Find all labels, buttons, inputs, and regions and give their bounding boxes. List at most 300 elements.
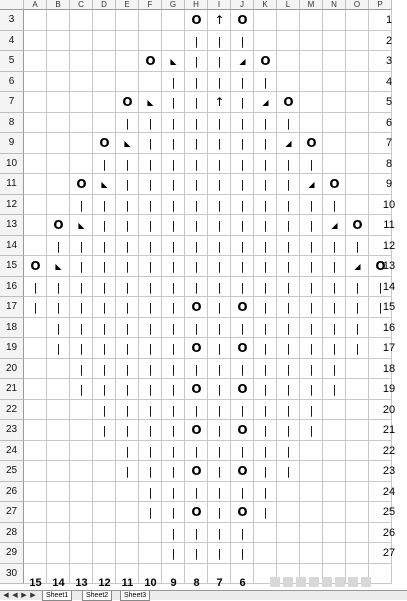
grid-cell[interactable] [47, 72, 70, 93]
knit-stitch-symbol: | [125, 321, 130, 335]
prev-sheet-nav-icon[interactable]: ◀ [12, 592, 18, 599]
knit-stitch-symbol: | [125, 280, 130, 294]
grid-cell[interactable] [70, 133, 93, 154]
row-header-18[interactable]: 18 [0, 318, 24, 339]
grid-cell[interactable] [24, 441, 47, 462]
grid-cell[interactable] [346, 441, 369, 462]
grid-cell[interactable] [47, 92, 70, 113]
knit-stitch-symbol: | [286, 342, 291, 355]
pattern-row-number: 23 [382, 465, 396, 477]
knit-stitch-symbol: | [263, 424, 268, 437]
grid-cell[interactable] [323, 31, 346, 52]
grid-cell[interactable] [24, 523, 47, 544]
column-header-m[interactable]: M [300, 0, 323, 10]
yarn-over-symbol: O [237, 423, 248, 437]
grid-cell[interactable] [116, 543, 139, 564]
yarn-over-symbol: O [237, 505, 248, 519]
grid-cell[interactable] [323, 523, 346, 544]
grid-cell[interactable] [369, 564, 392, 585]
watermark-blur [322, 577, 332, 587]
grid-cell[interactable] [93, 51, 116, 72]
grid-cell[interactable] [139, 72, 162, 93]
knit-stitch-symbol: | [217, 198, 222, 212]
knit-stitch-symbol: | [171, 116, 176, 130]
yarn-over-symbol: O [237, 464, 248, 478]
grid-cell[interactable] [93, 523, 116, 544]
yarn-over-symbol: O [306, 136, 317, 150]
grid-cell[interactable] [24, 10, 47, 31]
grid-cell[interactable] [346, 359, 369, 380]
grid-cell[interactable] [24, 543, 47, 564]
grid-cell[interactable] [47, 51, 70, 72]
knit-stitch-symbol: | [332, 383, 337, 396]
decrease-symbol: ◣ [55, 262, 62, 271]
row-header-6[interactable]: 6 [0, 72, 24, 93]
knit-stitch-symbol: | [263, 137, 268, 150]
knit-stitch-symbol: | [148, 444, 153, 458]
watermark-blur [335, 577, 345, 587]
grid-cell[interactable] [70, 10, 93, 31]
knit-stitch-symbol: | [102, 301, 107, 314]
grid-cell[interactable] [346, 51, 369, 72]
grid-cell[interactable] [323, 400, 346, 421]
decrease-symbol: ◢ [285, 139, 292, 148]
grid-cell[interactable] [70, 400, 93, 421]
grid-cell[interactable] [346, 379, 369, 400]
knit-stitch-symbol: | [125, 198, 130, 212]
sheet-tab-3[interactable]: Sheet3 [120, 591, 150, 601]
grid-cell[interactable] [47, 113, 70, 134]
grid-cell[interactable] [346, 482, 369, 503]
grid-cell[interactable] [300, 502, 323, 523]
grid-cell[interactable] [300, 441, 323, 462]
row-header-23[interactable]: 23 [0, 420, 24, 441]
knit-stitch-symbol: | [217, 526, 222, 540]
grid-cell[interactable] [254, 31, 277, 52]
grid-cell[interactable] [24, 133, 47, 154]
grid-cell[interactable] [93, 502, 116, 523]
knit-stitch-symbol: | [194, 526, 199, 540]
grid-cell[interactable] [116, 31, 139, 52]
knit-stitch-symbol: | [171, 362, 176, 376]
grid-cell[interactable] [70, 461, 93, 482]
column-header-j[interactable]: J [231, 0, 254, 10]
grid-cell[interactable] [47, 441, 70, 462]
grid-cell[interactable] [24, 195, 47, 216]
grid-cell[interactable] [70, 51, 93, 72]
knit-stitch-symbol: | [194, 485, 199, 499]
knit-stitch-symbol: | [194, 260, 199, 273]
grid-cell[interactable] [162, 31, 185, 52]
sheet-tab-1[interactable]: Sheet1 [42, 591, 72, 601]
grid-cell[interactable] [346, 133, 369, 154]
grid-cell[interactable] [47, 502, 70, 523]
grid-cell[interactable] [24, 113, 47, 134]
knit-stitch-symbol: | [148, 239, 153, 253]
grid-cell[interactable] [24, 174, 47, 195]
knit-stitch-symbol: | [125, 157, 130, 171]
knit-stitch-symbol: | [171, 198, 176, 212]
grid-cell[interactable] [116, 482, 139, 503]
grid-cell[interactable] [116, 72, 139, 93]
row-header-30[interactable]: 30 [0, 564, 24, 585]
sheet-tab-2[interactable]: Sheet2 [82, 591, 112, 601]
grid-cell[interactable] [346, 113, 369, 134]
grid-cell[interactable] [24, 215, 47, 236]
knit-stitch-symbol: | [171, 219, 176, 232]
row-header-13[interactable]: 13 [0, 215, 24, 236]
grid-cell[interactable] [346, 72, 369, 93]
grid-cell[interactable] [70, 543, 93, 564]
grid-cell[interactable] [47, 461, 70, 482]
grid-cell[interactable] [70, 92, 93, 113]
grid-cell[interactable] [70, 154, 93, 175]
row-header-15[interactable]: 15 [0, 256, 24, 277]
stitch-count-number: 7 [216, 577, 223, 589]
grid-cell[interactable] [24, 72, 47, 93]
grid-cell[interactable] [323, 10, 346, 31]
grid-cell[interactable] [93, 441, 116, 462]
grid-cell[interactable] [346, 420, 369, 441]
yarn-over-symbol: O [99, 136, 110, 150]
grid-cell[interactable] [162, 10, 185, 31]
grid-cell[interactable] [254, 523, 277, 544]
grid-cell[interactable] [346, 154, 369, 175]
grid-cell[interactable] [277, 502, 300, 523]
grid-cell[interactable] [323, 51, 346, 72]
grid-cell[interactable] [116, 502, 139, 523]
grid-cell[interactable] [323, 72, 346, 93]
row-header-24[interactable]: 24 [0, 441, 24, 462]
grid-cell[interactable] [47, 31, 70, 52]
decrease-symbol: ◣ [78, 221, 85, 230]
knit-stitch-symbol: | [332, 362, 337, 376]
knit-stitch-symbol: | [309, 362, 314, 376]
grid-cell[interactable] [47, 133, 70, 154]
column-header-p[interactable]: P [369, 0, 392, 10]
grid-cell[interactable] [47, 482, 70, 503]
grid-cell[interactable] [300, 113, 323, 134]
grid-cell[interactable] [93, 461, 116, 482]
column-header-c[interactable]: C [70, 0, 93, 10]
watermark-blur [361, 577, 371, 587]
column-header-h[interactable]: H [185, 0, 208, 10]
grid-cell[interactable] [116, 51, 139, 72]
knit-stitch-symbol: | [171, 280, 176, 294]
grid-cell[interactable] [93, 543, 116, 564]
column-header-l[interactable]: L [277, 0, 300, 10]
grid-cell[interactable] [346, 400, 369, 421]
row-header-19[interactable]: 19 [0, 338, 24, 359]
knit-stitch-symbol: | [217, 260, 222, 273]
knit-stitch-symbol: | [171, 321, 176, 335]
row-header-22[interactable]: 22 [0, 400, 24, 421]
knit-stitch-symbol: | [309, 157, 314, 171]
grid-cell[interactable] [139, 10, 162, 31]
next-sheet-nav-icon[interactable]: ▶ [21, 592, 27, 599]
knit-stitch-symbol: | [217, 280, 222, 294]
column-header-g[interactable]: G [162, 0, 185, 10]
row-header-29[interactable]: 29 [0, 543, 24, 564]
grid-cell[interactable] [300, 482, 323, 503]
decrease-symbol: ◣ [147, 98, 154, 107]
knit-stitch-symbol: | [332, 260, 337, 273]
knit-stitch-symbol: | [148, 137, 153, 150]
grid-cell[interactable] [47, 379, 70, 400]
grid-cell[interactable] [346, 461, 369, 482]
knit-stitch-symbol: | [171, 96, 176, 109]
knit-stitch-symbol: | [309, 424, 314, 437]
knit-stitch-symbol: | [171, 506, 176, 519]
grid-cell[interactable] [300, 31, 323, 52]
stitch-count-number: 12 [98, 577, 111, 589]
grid-cell[interactable] [277, 51, 300, 72]
row-header-28[interactable]: 28 [0, 523, 24, 544]
knit-stitch-symbol: | [125, 383, 130, 396]
grid-cell[interactable] [323, 482, 346, 503]
grid-cell[interactable] [346, 195, 369, 216]
grid-cell[interactable] [70, 502, 93, 523]
grid-cell[interactable] [24, 379, 47, 400]
grid-cell[interactable] [277, 482, 300, 503]
decrease-symbol: ◢ [308, 180, 315, 189]
knit-stitch-symbol: | [125, 239, 130, 253]
grid-cell[interactable] [47, 400, 70, 421]
grid-cell[interactable] [116, 523, 139, 544]
row-header-9[interactable]: 9 [0, 133, 24, 154]
grid-cell[interactable] [47, 195, 70, 216]
column-header-i[interactable]: I [208, 0, 231, 10]
column-header-d[interactable]: D [93, 0, 116, 10]
stitch-count-number: 6 [239, 577, 246, 589]
grid-cell[interactable] [300, 10, 323, 31]
grid-cell[interactable] [139, 31, 162, 52]
grid-cell[interactable] [139, 543, 162, 564]
grid-cell[interactable] [323, 154, 346, 175]
grid-cell[interactable] [70, 441, 93, 462]
grid-cell[interactable] [300, 461, 323, 482]
grid-cell[interactable] [24, 31, 47, 52]
knit-stitch-symbol: | [102, 280, 107, 294]
grid-cell[interactable] [93, 113, 116, 134]
row-header-3[interactable]: 3 [0, 10, 24, 31]
knit-stitch-symbol: | [148, 198, 153, 212]
column-header-o[interactable]: O [346, 0, 369, 10]
knit-stitch-symbol: | [263, 219, 268, 232]
knit-stitch-symbol: | [332, 342, 337, 355]
column-header-a[interactable]: A [24, 0, 47, 10]
knit-stitch-symbol: | [217, 485, 222, 499]
grid-cell[interactable] [346, 523, 369, 544]
row-header-5[interactable]: 5 [0, 51, 24, 72]
row-header-26[interactable]: 26 [0, 482, 24, 503]
grid-cell[interactable] [47, 154, 70, 175]
grid-cell[interactable] [300, 72, 323, 93]
grid-cell[interactable] [70, 420, 93, 441]
knit-stitch-symbol: | [263, 465, 268, 478]
row-header-8[interactable]: 8 [0, 113, 24, 134]
knit-stitch-symbol: | [286, 444, 291, 458]
knit-stitch-symbol: | [194, 137, 199, 150]
knit-stitch-symbol: | [240, 116, 245, 130]
grid-cell[interactable] [323, 543, 346, 564]
grid-cell[interactable] [24, 338, 47, 359]
knit-stitch-symbol: | [217, 75, 222, 89]
grid-cell[interactable] [277, 72, 300, 93]
knit-stitch-symbol: | [171, 526, 176, 540]
knit-stitch-symbol: | [309, 239, 314, 253]
grid-cell[interactable] [70, 523, 93, 544]
knit-stitch-symbol: | [309, 260, 314, 273]
grid-cell[interactable] [24, 502, 47, 523]
grid-cell[interactable] [346, 10, 369, 31]
grid-cell[interactable] [323, 502, 346, 523]
watermark-blur [296, 577, 306, 587]
grid-cell[interactable] [346, 92, 369, 113]
pattern-row-number: 4 [385, 75, 393, 88]
knit-stitch-symbol: | [217, 383, 222, 396]
grid-cell[interactable] [346, 502, 369, 523]
column-header-e[interactable]: E [116, 0, 139, 10]
grid-cell[interactable] [346, 174, 369, 195]
knit-stitch-symbol: | [263, 116, 268, 130]
knit-stitch-symbol: | [194, 444, 199, 458]
grid-cell[interactable] [93, 72, 116, 93]
row-header-10[interactable]: 10 [0, 154, 24, 175]
grid-cell[interactable] [24, 51, 47, 72]
knit-stitch-symbol: | [125, 301, 130, 314]
knit-stitch-symbol: | [217, 424, 222, 437]
row-header-12[interactable]: 12 [0, 195, 24, 216]
grid-cell[interactable] [70, 482, 93, 503]
first-sheet-nav-icon[interactable]: ◀ [3, 592, 9, 599]
grid-cell[interactable] [254, 10, 277, 31]
pattern-row-number: 18 [382, 362, 396, 375]
knit-stitch-symbol: | [79, 280, 84, 294]
grid-cell[interactable] [277, 543, 300, 564]
row-header-27[interactable]: 27 [0, 502, 24, 523]
grid-cell[interactable] [300, 92, 323, 113]
grid-cell[interactable] [323, 420, 346, 441]
grid-cell[interactable] [300, 51, 323, 72]
grid-cell[interactable] [47, 523, 70, 544]
knit-stitch-symbol: | [194, 547, 199, 560]
grid-cell[interactable] [93, 31, 116, 52]
grid-cell[interactable] [116, 10, 139, 31]
grid-cell[interactable] [70, 113, 93, 134]
grid-cell[interactable] [47, 10, 70, 31]
grid-cell[interactable] [24, 318, 47, 339]
grid-cell[interactable] [24, 482, 47, 503]
row-header-7[interactable]: 7 [0, 92, 24, 113]
row-header-16[interactable]: 16 [0, 277, 24, 298]
knit-stitch-symbol: | [286, 321, 291, 335]
row-header-25[interactable]: 25 [0, 461, 24, 482]
grid-cell[interactable] [24, 420, 47, 441]
knit-stitch-symbol: | [332, 239, 337, 253]
grid-cell[interactable] [323, 441, 346, 462]
last-sheet-nav-icon[interactable]: ▶ [30, 592, 36, 599]
grid-cell[interactable] [24, 359, 47, 380]
knit-stitch-symbol: | [355, 280, 360, 294]
yarn-over-symbol: O [122, 95, 133, 109]
grid-cell[interactable] [346, 543, 369, 564]
grid-cell[interactable] [93, 482, 116, 503]
knit-stitch-symbol: | [286, 116, 291, 130]
grid-cell[interactable] [47, 543, 70, 564]
decrease-symbol: ◣ [101, 180, 108, 189]
pattern-row-number: 12 [382, 239, 396, 252]
grid-cell[interactable] [24, 400, 47, 421]
select-all-corner[interactable] [0, 0, 24, 10]
pattern-row-number: 11 [383, 219, 395, 231]
grid-cell[interactable] [300, 523, 323, 544]
decrease-symbol: ◢ [239, 57, 246, 66]
grid-cell[interactable] [139, 523, 162, 544]
knit-stitch-symbol: | [263, 444, 268, 458]
grid-cell[interactable] [323, 92, 346, 113]
grid-cell[interactable] [300, 543, 323, 564]
grid-cell[interactable] [24, 236, 47, 257]
grid-cell[interactable] [323, 133, 346, 154]
column-header-b[interactable]: B [47, 0, 70, 10]
knit-stitch-symbol: | [102, 157, 107, 171]
knit-stitch-symbol: | [355, 321, 360, 335]
knit-stitch-symbol: | [263, 506, 268, 519]
grid-cell[interactable] [24, 154, 47, 175]
knit-stitch-symbol: | [33, 301, 38, 314]
grid-cell[interactable] [93, 92, 116, 113]
grid-cell[interactable] [24, 92, 47, 113]
knit-stitch-symbol: | [56, 239, 61, 253]
knit-stitch-symbol: | [217, 116, 222, 130]
grid-cell[interactable] [70, 31, 93, 52]
grid-cell[interactable] [93, 10, 116, 31]
column-header-f[interactable]: F [139, 0, 162, 10]
stitch-count-number: 15 [29, 577, 42, 589]
grid-cell[interactable] [277, 523, 300, 544]
row-header-21[interactable]: 21 [0, 379, 24, 400]
grid-cell[interactable] [277, 31, 300, 52]
row-header-17[interactable]: 17 [0, 297, 24, 318]
grid-cell[interactable] [24, 461, 47, 482]
grid-cell[interactable] [47, 420, 70, 441]
yarn-over-symbol: O [53, 218, 64, 232]
knit-stitch-symbol: | [217, 321, 222, 335]
stitch-count-number: 8 [193, 577, 200, 589]
knit-stitch-symbol: | [194, 321, 199, 335]
row-header-20[interactable]: 20 [0, 359, 24, 380]
grid-cell[interactable] [323, 461, 346, 482]
column-header-k[interactable]: K [254, 0, 277, 10]
grid-cell[interactable] [346, 31, 369, 52]
knit-stitch-symbol: | [263, 280, 268, 294]
row-header-11[interactable]: 11 [0, 174, 24, 195]
row-header-4[interactable]: 4 [0, 31, 24, 52]
grid-cell[interactable] [277, 10, 300, 31]
knit-stitch-symbol: | [217, 444, 222, 458]
grid-cell[interactable] [254, 543, 277, 564]
grid-cell[interactable] [70, 72, 93, 93]
grid-cell[interactable] [47, 174, 70, 195]
row-header-14[interactable]: 14 [0, 236, 24, 257]
knit-stitch-symbol: | [194, 280, 199, 294]
knit-stitch-symbol: | [102, 383, 107, 396]
knit-stitch-symbol: | [56, 342, 61, 355]
grid-cell[interactable] [47, 359, 70, 380]
column-header-n[interactable]: N [323, 0, 346, 10]
grid-cell[interactable] [323, 113, 346, 134]
